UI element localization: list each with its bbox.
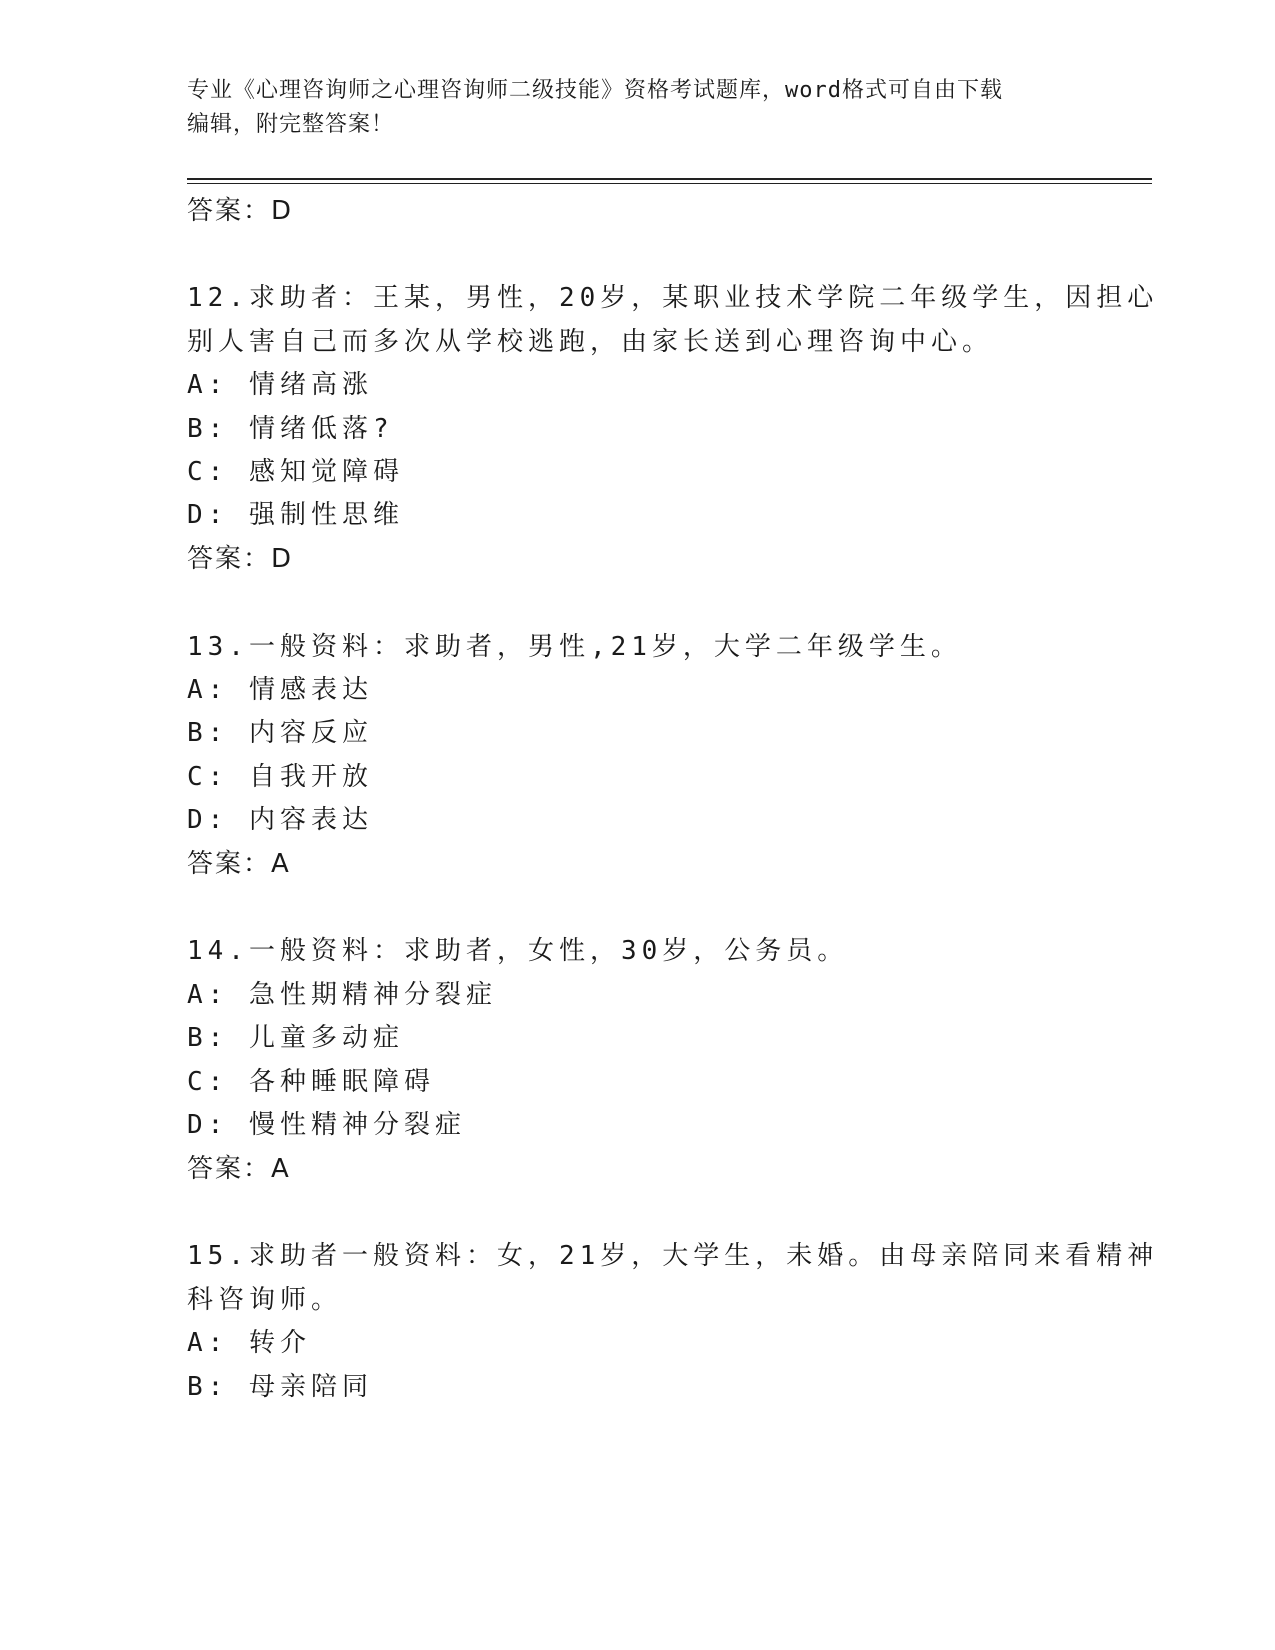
question-13-option-c: C: 自我开放 (187, 762, 373, 792)
question-12-answer: 答案：D (187, 544, 294, 574)
question-13-option-b: B: 内容反应 (187, 718, 373, 748)
question-13-stem-line-1: 13.一般资料：求助者，男性,21岁，大学二年级学生。 (187, 632, 962, 662)
question-14-option-a: A: 急性期精神分裂症 (187, 980, 497, 1010)
question-13-answer: 答案：A (187, 849, 291, 879)
header-rule-thick (187, 178, 1152, 180)
header-line-1: 专业《心理咨询师之心理咨询师二级技能》资格考试题库，word格式可自由下载 (187, 78, 1003, 103)
question-13-option-d: D: 内容表达 (187, 805, 373, 835)
question-14-option-c: C: 各种睡眠障碍 (187, 1067, 435, 1097)
question-12-stem-line-1: 12.求助者：王某，男性，20岁，某职业技术学院二年级学生，因担心 (187, 283, 1159, 313)
question-12-stem-line-2: 别人害自己而多次从学校逃跑，由家长送到心理咨询中心。 (187, 327, 994, 357)
header-line-2: 编辑，附完整答案！ (187, 112, 395, 137)
question-14-answer: 答案：A (187, 1154, 291, 1184)
question-12-option-a: A: 情绪高涨 (187, 370, 373, 400)
question-15-stem-line-1: 15.求助者一般资料：女，21岁，大学生，未婚。由母亲陪同来看精神 (187, 1241, 1159, 1271)
question-14-option-d: D: 慢性精神分裂症 (187, 1110, 466, 1140)
document-header (187, 74, 1087, 142)
question-12-option-d: D: 强制性思维 (187, 500, 404, 530)
question-12-option-b: B: 情绪低落? (187, 414, 394, 444)
question-15-option-b: B: 母亲陪同 (187, 1372, 373, 1402)
question-15-stem-line-2: 科咨询师。 (187, 1285, 343, 1315)
header-rule-thin (187, 183, 1152, 184)
previous-answer: 答案：D (187, 196, 294, 226)
question-13-option-a: A: 情感表达 (187, 675, 373, 705)
question-14-option-b: B: 儿童多动症 (187, 1023, 404, 1053)
question-12-option-c: C: 感知觉障碍 (187, 457, 404, 487)
question-14-stem-line-1: 14.一般资料：求助者，女性，30岁，公务员。 (187, 936, 849, 966)
question-15-option-a: A: 转介 (187, 1328, 311, 1358)
